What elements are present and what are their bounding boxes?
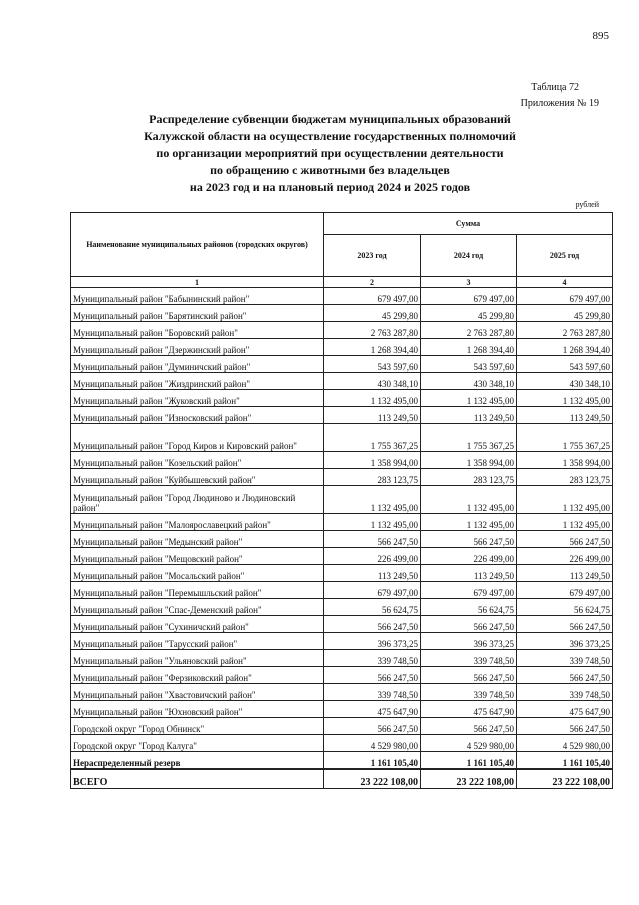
row-value-2024: 339 748,50 bbox=[421, 684, 517, 701]
row-value-2025: 339 748,50 bbox=[517, 650, 613, 667]
table-row bbox=[71, 565, 613, 582]
row-value-2025: 679 497,00 bbox=[517, 288, 613, 305]
row-value-2023: 1 161 105,40 bbox=[324, 752, 421, 770]
row-value-2024: 1 132 495,00 bbox=[421, 486, 517, 514]
row-value-2025: 566 247,50 bbox=[517, 718, 613, 735]
row-value-2023: 2 763 287,80 bbox=[324, 322, 421, 339]
index-cell: 4 bbox=[517, 277, 613, 288]
table-row bbox=[71, 356, 613, 373]
row-name: Муниципальный район "Перемышльский район" bbox=[71, 582, 324, 599]
row-value-2024: 566 247,50 bbox=[421, 531, 517, 548]
row-value-2025: 1 132 495,00 bbox=[517, 486, 613, 514]
table-row bbox=[71, 469, 613, 486]
row-name: Муниципальный район "Тарусский район" bbox=[71, 633, 324, 650]
index-cell: 2 bbox=[324, 277, 421, 288]
title-line: по обращению с животными без владельцев bbox=[210, 163, 450, 177]
page-number: 895 bbox=[592, 30, 609, 42]
row-value-2025: 1 268 394,40 bbox=[517, 339, 613, 356]
row-name: Нераспределенный резерв bbox=[71, 752, 324, 770]
table-row bbox=[71, 667, 613, 684]
row-value-2024: 566 247,50 bbox=[421, 718, 517, 735]
row-value-2023: 1 358 994,00 bbox=[324, 452, 421, 469]
row-value-2023: 1 132 495,00 bbox=[324, 390, 421, 407]
row-name: Муниципальный район "Сухиничский район" bbox=[71, 616, 324, 633]
row-value-2025: 1 132 495,00 bbox=[517, 390, 613, 407]
row-value-2024: 283 123,75 bbox=[421, 469, 517, 486]
row-name: Муниципальный район "Жуковский район" bbox=[71, 390, 324, 407]
row-value-2023: 679 497,00 bbox=[324, 582, 421, 599]
table-row bbox=[71, 718, 613, 735]
unit-label: рублей bbox=[575, 200, 599, 209]
row-value-2023: 339 748,50 bbox=[324, 650, 421, 667]
row-name: Муниципальный район "Козельский район" bbox=[71, 452, 324, 469]
table-row bbox=[71, 424, 613, 452]
table-row bbox=[71, 752, 613, 770]
table-row bbox=[71, 288, 613, 305]
row-value-2023: 566 247,50 bbox=[324, 531, 421, 548]
title-line: Калужской области на осуществление государственных полномочий bbox=[144, 129, 516, 143]
row-value-2023: 113 249,50 bbox=[324, 565, 421, 582]
row-value-2025: 2 763 287,80 bbox=[517, 322, 613, 339]
row-name: Муниципальный район "Мещовский район" bbox=[71, 548, 324, 565]
row-value-2025: 566 247,50 bbox=[517, 531, 613, 548]
row-value-2025: 113 249,50 bbox=[517, 565, 613, 582]
row-name: Муниципальный район "Куйбышевский район" bbox=[71, 469, 324, 486]
row-value-2023: 1 132 495,00 bbox=[324, 514, 421, 531]
subvention-table bbox=[70, 212, 613, 789]
row-value-2024: 566 247,50 bbox=[421, 616, 517, 633]
row-name: Городской округ "Город Калуга" bbox=[71, 735, 324, 752]
row-name: Муниципальный район "Жиздринский район" bbox=[71, 373, 324, 390]
row-value-2025: 1 358 994,00 bbox=[517, 452, 613, 469]
row-value-2023: 1 132 495,00 bbox=[324, 486, 421, 514]
row-value-2025: 543 597,60 bbox=[517, 356, 613, 373]
table-row bbox=[71, 531, 613, 548]
row-value-2023: 1 268 394,40 bbox=[324, 339, 421, 356]
row-value-2024: 396 373,25 bbox=[421, 633, 517, 650]
table-row bbox=[71, 390, 613, 407]
row-value-2025: 226 499,00 bbox=[517, 548, 613, 565]
row-value-2025: 113 249,50 bbox=[517, 407, 613, 424]
row-value-2023: 45 299,80 bbox=[324, 305, 421, 322]
row-name: Муниципальный район "Износковский район" bbox=[71, 407, 324, 424]
row-value-2024: 1 132 495,00 bbox=[421, 390, 517, 407]
row-name: Муниципальный район "Мосальский район" bbox=[71, 565, 324, 582]
row-value-2025: 566 247,50 bbox=[517, 616, 613, 633]
table-row bbox=[71, 701, 613, 718]
row-value-2025: 1 755 367,25 bbox=[517, 424, 613, 452]
table-row bbox=[71, 322, 613, 339]
row-value-2023: 430 348,10 bbox=[324, 373, 421, 390]
row-value-2023: 283 123,75 bbox=[324, 469, 421, 486]
row-value-2024: 56 624,75 bbox=[421, 599, 517, 616]
table-row bbox=[71, 599, 613, 616]
table-row bbox=[71, 452, 613, 469]
row-value-2024: 1 358 994,00 bbox=[421, 452, 517, 469]
table-row bbox=[71, 735, 613, 752]
row-value-2023: 339 748,50 bbox=[324, 684, 421, 701]
table-row bbox=[71, 407, 613, 424]
title-line: на 2023 год и на плановый период 2024 и 2025 годов bbox=[189, 180, 471, 194]
row-value-2025: 56 624,75 bbox=[517, 599, 613, 616]
row-value-2023: 4 529 980,00 bbox=[324, 735, 421, 752]
row-name: Муниципальный район "Боровский район" bbox=[71, 322, 324, 339]
row-value-2024: 1 755 367,25 bbox=[421, 424, 517, 452]
row-value-2025: 679 497,00 bbox=[517, 582, 613, 599]
header-name-column: Наименование муниципальных районов (городских округов) bbox=[71, 213, 324, 277]
row-value-2023: 226 499,00 bbox=[324, 548, 421, 565]
row-name: Муниципальный район "Спас-Деменский район" bbox=[71, 599, 324, 616]
row-value-2025: 339 748,50 bbox=[517, 684, 613, 701]
row-value-2025: 4 529 980,00 bbox=[517, 735, 613, 752]
row-name: Муниципальный район "Ферзиковский район" bbox=[71, 667, 324, 684]
row-name: Городской округ "Город Обнинск" bbox=[71, 718, 324, 735]
row-value-2024: 226 499,00 bbox=[421, 548, 517, 565]
table-body bbox=[71, 288, 613, 789]
table-row bbox=[71, 582, 613, 599]
row-value-2025: 45 299,80 bbox=[517, 305, 613, 322]
row-name: Муниципальный район "Барятинский район" bbox=[71, 305, 324, 322]
total-2025: 23 222 108,00 bbox=[517, 769, 613, 789]
row-value-2023: 679 497,00 bbox=[324, 288, 421, 305]
row-name: Муниципальный район "Город Киров и Кировский район" bbox=[71, 424, 324, 452]
row-value-2023: 566 247,50 bbox=[324, 718, 421, 735]
table-row bbox=[71, 650, 613, 667]
row-name: Муниципальный район "Город Людиново и Людиновский район" bbox=[71, 486, 324, 514]
table-row bbox=[71, 339, 613, 356]
row-value-2023: 566 247,50 bbox=[324, 667, 421, 684]
row-value-2025: 475 647,90 bbox=[517, 701, 613, 718]
row-name: Муниципальный район "Хвастовичский район" bbox=[71, 684, 324, 701]
row-value-2023: 475 647,90 bbox=[324, 701, 421, 718]
row-name: Муниципальный район "Дзержинский район" bbox=[71, 339, 324, 356]
table-row bbox=[71, 514, 613, 531]
row-value-2024: 2 763 287,80 bbox=[421, 322, 517, 339]
row-value-2024: 1 161 105,40 bbox=[421, 752, 517, 770]
row-value-2025: 396 373,25 bbox=[517, 633, 613, 650]
row-value-2024: 475 647,90 bbox=[421, 701, 517, 718]
row-value-2023: 113 249,50 bbox=[324, 407, 421, 424]
row-value-2024: 1 132 495,00 bbox=[421, 514, 517, 531]
row-value-2024: 566 247,50 bbox=[421, 667, 517, 684]
row-name: Муниципальный район "Юхновский район" bbox=[71, 701, 324, 718]
row-value-2025: 566 247,50 bbox=[517, 667, 613, 684]
row-name: Муниципальный район "Ульяновский район" bbox=[71, 650, 324, 667]
index-cell: 1 bbox=[71, 277, 324, 288]
row-value-2024: 430 348,10 bbox=[421, 373, 517, 390]
row-value-2025: 1 132 495,00 bbox=[517, 514, 613, 531]
row-value-2024: 1 268 394,40 bbox=[421, 339, 517, 356]
row-value-2023: 1 755 367,25 bbox=[324, 424, 421, 452]
row-value-2024: 113 249,50 bbox=[421, 407, 517, 424]
table-row bbox=[71, 305, 613, 322]
title-line: по организации мероприятий при осуществлении деятельности bbox=[156, 146, 504, 160]
header-year-2024: 2024 год bbox=[421, 235, 517, 277]
row-value-2025: 283 123,75 bbox=[517, 469, 613, 486]
row-value-2023: 396 373,25 bbox=[324, 633, 421, 650]
table-row bbox=[71, 373, 613, 390]
row-value-2023: 566 247,50 bbox=[324, 616, 421, 633]
title-line: Распределение субвенции бюджетам муниципальных образований bbox=[149, 112, 511, 126]
row-value-2024: 679 497,00 bbox=[421, 582, 517, 599]
table-row bbox=[71, 548, 613, 565]
header-year-2023: 2023 год bbox=[324, 235, 421, 277]
row-value-2025: 1 161 105,40 bbox=[517, 752, 613, 770]
row-name: Муниципальный район "Думиничский район" bbox=[71, 356, 324, 373]
table-row bbox=[71, 486, 613, 514]
row-name: Муниципальный район "Бабынинский район" bbox=[71, 288, 324, 305]
index-cell: 3 bbox=[421, 277, 517, 288]
row-value-2023: 56 624,75 bbox=[324, 599, 421, 616]
table-row bbox=[71, 684, 613, 701]
appendix-label: Приложения № 19 bbox=[520, 98, 599, 109]
row-value-2024: 4 529 980,00 bbox=[421, 735, 517, 752]
header-sum-column: Сумма bbox=[324, 213, 613, 235]
row-value-2024: 113 249,50 bbox=[421, 565, 517, 582]
header-year-2025: 2025 год bbox=[517, 235, 613, 277]
table-row bbox=[71, 616, 613, 633]
row-value-2024: 543 597,60 bbox=[421, 356, 517, 373]
total-2023: 23 222 108,00 bbox=[324, 769, 421, 789]
row-value-2025: 430 348,10 bbox=[517, 373, 613, 390]
total-row bbox=[71, 769, 613, 789]
row-value-2024: 679 497,00 bbox=[421, 288, 517, 305]
row-value-2024: 45 299,80 bbox=[421, 305, 517, 322]
total-2024: 23 222 108,00 bbox=[421, 769, 517, 789]
table-label: Таблица 72 bbox=[531, 82, 579, 93]
table-row bbox=[71, 633, 613, 650]
document-title bbox=[100, 111, 560, 196]
row-name: Муниципальный район "Медынский район" bbox=[71, 531, 324, 548]
total-label: ВСЕГО bbox=[71, 769, 324, 789]
row-value-2023: 543 597,60 bbox=[324, 356, 421, 373]
row-value-2024: 339 748,50 bbox=[421, 650, 517, 667]
row-name: Муниципальный район "Малоярославецкий район" bbox=[71, 514, 324, 531]
